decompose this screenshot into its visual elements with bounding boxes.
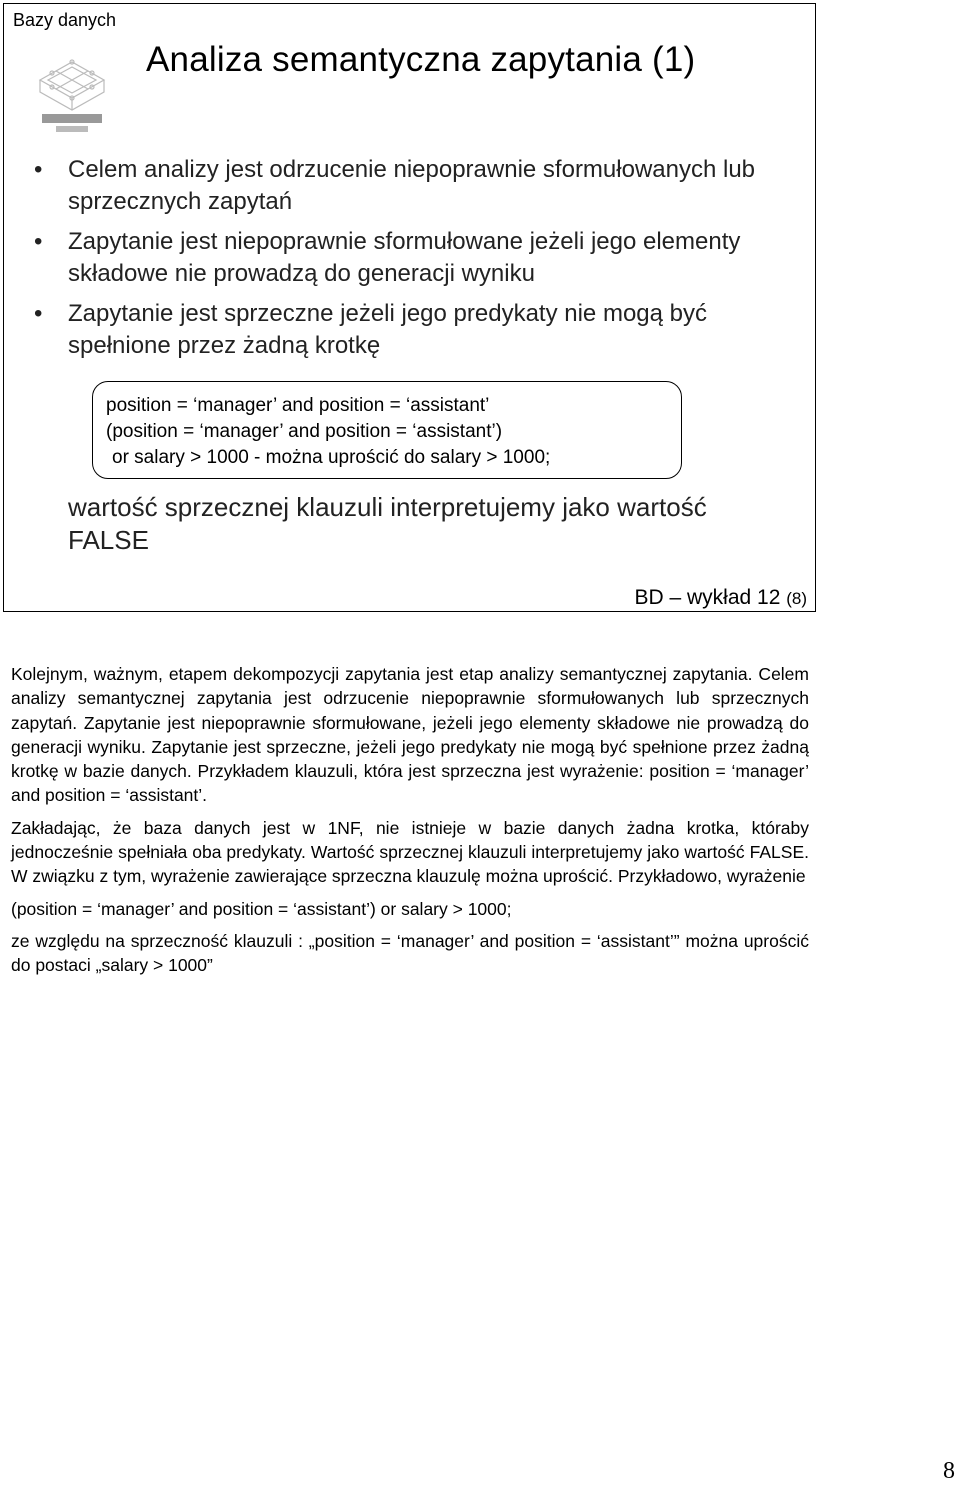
notes-paragraph: Kolejnym, ważnym, etapem dekompozycji zapytania jest etap analizy semantycznej zapytania. Celem analizy semantycznej zapytania jest odrzucenie niepoprawnie sformułowanych lub sprzecznych zapytań. Zapytanie jest niepoprawnie sformułowane, jeżeli jego elementy składowe nie prowadzą do generacji wyniku. Zapytanie jest sprzeczne, jeżeli jego predykaty nie mogą być spełnione przez żadną krotkę w bazie danych. Przykładem klauzuli, która jest sprzeczna jest wyrażenie: position = ‘manager’ and position = ‘assistant’. [11, 664, 809, 806]
bullet-item [34, 154, 794, 218]
slide-title: Analiza semantyczna zapytania (1) [146, 40, 696, 79]
bullet-icon: • [34, 156, 43, 183]
example-box [92, 381, 682, 479]
slide-number: (8) [786, 589, 807, 608]
bullet-icon: • [34, 228, 43, 255]
bullet-text: Zapytanie jest sprzeczne jeżeli jego predykaty nie mogą być spełnione przez żadną krotkę [68, 300, 707, 359]
slide-footer [634, 586, 807, 610]
bullet-icon: • [34, 300, 43, 327]
notes-paragraph: ze względu na sprzeczność klauzuli : „position = ‘manager’ and position = ‘assistant’” można uprościć do postaci „salary > 1000” [11, 930, 809, 976]
false-statement: wartość sprzecznej klauzuli interpretujemy jako wartość FALSE [68, 492, 707, 555]
bullet-text: Celem analizy jest odrzucenie niepoprawnie sformułowanych lub sprzecznych zapytań [68, 156, 756, 215]
footer-text: BD – wykład 12 [634, 586, 781, 609]
lecture-notes [11, 662, 809, 986]
notes-paragraph: (position = ‘manager’ and position = ‘assistant’) or salary > 1000; [11, 898, 512, 919]
bullet-item [34, 298, 794, 362]
course-label: Bazy danych [13, 10, 117, 30]
slide-frame [3, 3, 816, 612]
university-logo-icon [32, 40, 112, 135]
code-line: (position = ‘manager’ and position = ‘assistant’) [106, 421, 503, 442]
bullet-list [34, 154, 794, 370]
bullet-item [34, 226, 794, 290]
notes-paragraph: Zakładając, że baza danych jest w 1NF, nie istnieje w bazie danych żadna krotka, któraby jednocześnie spełniała oba predykaty. Wartość sprzecznej klauzuli interpretujemy jako wartość FALSE. W związku z tym, wyrażenie zawierające sprzeczna klauzulę można uprościć. Przykładowo, wyrażenie [11, 817, 809, 887]
bullet-text: Zapytanie jest niepoprawnie sformułowane jeżeli jego elementy składowe nie prowadzą do generacji wyniku [68, 228, 741, 287]
code-line: or salary > 1000 - można uprościć do salary > 1000; [112, 447, 551, 468]
page-number: 8 [943, 1458, 955, 1484]
code-line: position = ‘manager’ and position = ‘assistant’ [106, 395, 490, 416]
